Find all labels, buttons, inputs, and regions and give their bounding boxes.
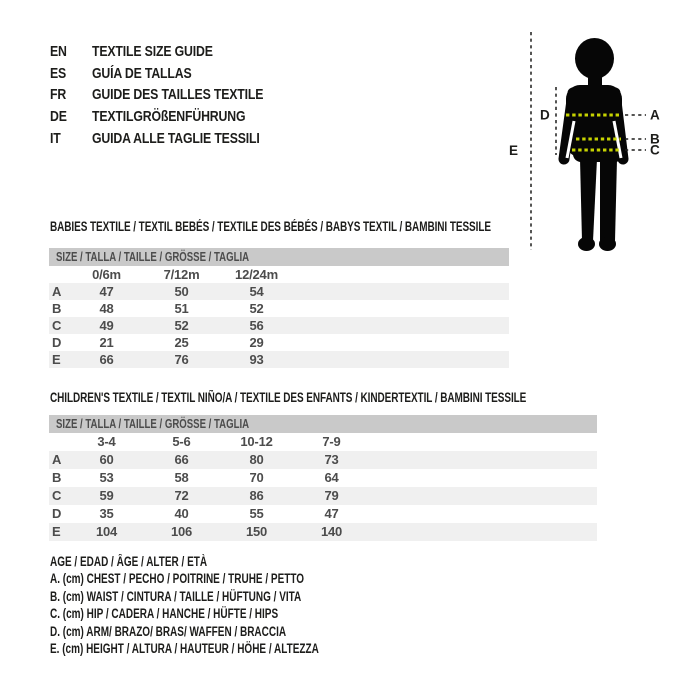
table-row bbox=[49, 334, 509, 351]
language-title bbox=[92, 108, 279, 125]
row-label: E bbox=[52, 352, 61, 367]
measure-label-waist: B bbox=[650, 131, 660, 147]
language-code-text: ES bbox=[50, 64, 67, 82]
cell-value: 40 bbox=[174, 506, 189, 521]
legend-line-text: E. (cm) HEIGHT / ALTURA / HAUTEUR / HÖHE / ALTEZZA bbox=[50, 640, 319, 656]
legend-line-text: C. (cm) HIP / CADERA / HANCHE / HÜFTE / HIPS bbox=[50, 606, 279, 622]
language-code bbox=[50, 43, 92, 60]
measure-label-height: E bbox=[509, 143, 519, 158]
cell-value: 56 bbox=[249, 318, 264, 333]
table-row bbox=[49, 523, 597, 541]
cell-value: 104 bbox=[95, 524, 118, 539]
measure-label-hip: C bbox=[650, 142, 660, 158]
size-columns-row bbox=[49, 433, 597, 451]
babies-table-body bbox=[49, 266, 509, 368]
cell-value: 55 bbox=[249, 506, 264, 521]
table-row bbox=[49, 300, 509, 317]
language-title-text: TEXTILGRÖßENFÜHRUNG bbox=[92, 108, 246, 126]
babies-size-table bbox=[49, 248, 509, 368]
language-list bbox=[50, 41, 301, 149]
language-row bbox=[50, 63, 301, 85]
language-row bbox=[50, 106, 301, 128]
measure-label-arm: D bbox=[540, 107, 550, 123]
children-size-header-text: SIZE / TALLA / TAILLE / GRÖSSE / TAGLIA bbox=[56, 416, 250, 431]
legend-line-text: D. (cm) ARM/ BRAZO/ BRAS/ WAFFEN / BRACCIA bbox=[50, 623, 287, 639]
table-row bbox=[49, 351, 509, 368]
cell-value: 80 bbox=[249, 452, 264, 467]
language-code bbox=[50, 108, 92, 125]
cell-value: 106 bbox=[170, 524, 193, 539]
language-title bbox=[92, 65, 213, 82]
language-title-text: GUIDA ALLE TAGLIE TESSILI bbox=[92, 129, 260, 147]
language-code-text: FR bbox=[50, 86, 67, 104]
column-header: 7/12m bbox=[163, 267, 200, 282]
cell-value: 25 bbox=[174, 335, 189, 350]
table-row bbox=[49, 283, 509, 300]
column-header: 0/6m bbox=[92, 267, 121, 282]
cell-value: 29 bbox=[249, 335, 264, 350]
language-title-text: GUÍA DE TALLAS bbox=[92, 64, 192, 82]
legend-line bbox=[50, 640, 413, 657]
language-row bbox=[50, 41, 301, 63]
cell-value: 50 bbox=[174, 284, 189, 299]
legend-line-text: AGE / EDAD / ÂGE / ALTER / ETÀ bbox=[50, 554, 208, 569]
language-title bbox=[92, 43, 239, 60]
row-label: D bbox=[52, 506, 62, 521]
language-row bbox=[50, 127, 301, 149]
legend-line bbox=[50, 553, 413, 570]
cell-value: 54 bbox=[249, 284, 264, 299]
column-header: 12/24m bbox=[235, 267, 278, 282]
babies-size-header-bar bbox=[49, 248, 509, 266]
cell-value: 66 bbox=[99, 352, 114, 367]
row-label: A bbox=[52, 284, 62, 299]
language-title bbox=[92, 130, 296, 147]
cell-value: 150 bbox=[245, 524, 268, 539]
row-label: B bbox=[52, 301, 62, 316]
size-columns-row bbox=[49, 266, 509, 283]
children-size-table bbox=[49, 415, 597, 541]
cell-value: 93 bbox=[249, 352, 264, 367]
row-label: B bbox=[52, 470, 62, 485]
cell-value: 51 bbox=[174, 301, 189, 316]
cell-value: 66 bbox=[174, 452, 189, 467]
language-title-text: GUIDE DES TAILLES TEXTILE bbox=[92, 86, 264, 104]
cell-value: 60 bbox=[99, 452, 114, 467]
row-label: C bbox=[52, 488, 62, 503]
children-section-title: CHILDREN'S TEXTILE / TEXTIL NIÑO/A / TEXTILE DES ENFANTS / KINDERTEXTIL / BAMBINI TESSILE bbox=[50, 390, 527, 405]
cell-value: 59 bbox=[99, 488, 114, 503]
babies-section-title: BABIES TEXTILE / TEXTIL BEBÉS / TEXTILE DES BÉBÉS / BABYS TEXTIL / BAMBINI TESSILE bbox=[50, 219, 491, 234]
language-title bbox=[92, 86, 301, 103]
cell-value: 76 bbox=[174, 352, 189, 367]
cell-value: 58 bbox=[174, 470, 189, 485]
language-code-text: EN bbox=[50, 43, 67, 61]
cell-value: 72 bbox=[174, 488, 189, 503]
language-code bbox=[50, 65, 92, 82]
language-title-text: TEXTILE SIZE GUIDE bbox=[92, 43, 213, 61]
table-row bbox=[49, 469, 597, 487]
table-row bbox=[49, 505, 597, 523]
table-row bbox=[49, 317, 509, 334]
legend-line-text: A. (cm) CHEST / PECHO / POITRINE / TRUHE / PETTO bbox=[50, 571, 305, 587]
row-label: C bbox=[52, 318, 62, 333]
cell-value: 21 bbox=[99, 335, 114, 350]
column-header: 7-9 bbox=[322, 434, 341, 449]
cell-value: 64 bbox=[324, 470, 339, 485]
legend-line bbox=[50, 623, 413, 640]
cell-value: 73 bbox=[324, 452, 339, 467]
cell-value: 70 bbox=[249, 470, 264, 485]
table-row bbox=[49, 451, 597, 469]
measurement-legend bbox=[50, 553, 413, 657]
column-header: 3-4 bbox=[97, 434, 116, 449]
table-row bbox=[49, 487, 597, 505]
language-code-text: IT bbox=[50, 129, 61, 147]
legend-line bbox=[50, 588, 413, 605]
cell-value: 47 bbox=[324, 506, 339, 521]
language-code-text: DE bbox=[50, 108, 67, 126]
row-label: A bbox=[52, 452, 62, 467]
column-header: 10-12 bbox=[240, 434, 273, 449]
legend-line-text: B. (cm) WAIST / CINTURA / TAILLE / HÜFTUNG / VITA bbox=[50, 588, 302, 604]
row-label: E bbox=[52, 524, 61, 539]
legend-line bbox=[50, 570, 413, 587]
cell-value: 52 bbox=[174, 318, 189, 333]
cell-value: 79 bbox=[324, 488, 339, 503]
cell-value: 52 bbox=[249, 301, 264, 316]
cell-value: 49 bbox=[99, 318, 114, 333]
language-row bbox=[50, 84, 301, 106]
babies-size-header-text: SIZE / TALLA / TAILLE / GRÖSSE / TAGLIA bbox=[56, 249, 250, 264]
row-label: D bbox=[52, 335, 62, 350]
language-code bbox=[50, 130, 92, 147]
column-header: 5-6 bbox=[172, 434, 191, 449]
cell-value: 47 bbox=[99, 284, 114, 299]
children-table-body bbox=[49, 433, 597, 541]
language-code bbox=[50, 86, 92, 103]
cell-value: 48 bbox=[99, 301, 114, 316]
cell-value: 35 bbox=[99, 506, 114, 521]
cell-value: 86 bbox=[249, 488, 264, 503]
children-size-header-bar bbox=[49, 415, 597, 433]
cell-value: 53 bbox=[99, 470, 114, 485]
legend-line bbox=[50, 605, 413, 622]
cell-value: 140 bbox=[320, 524, 343, 539]
measure-label-chest: A bbox=[650, 107, 660, 123]
